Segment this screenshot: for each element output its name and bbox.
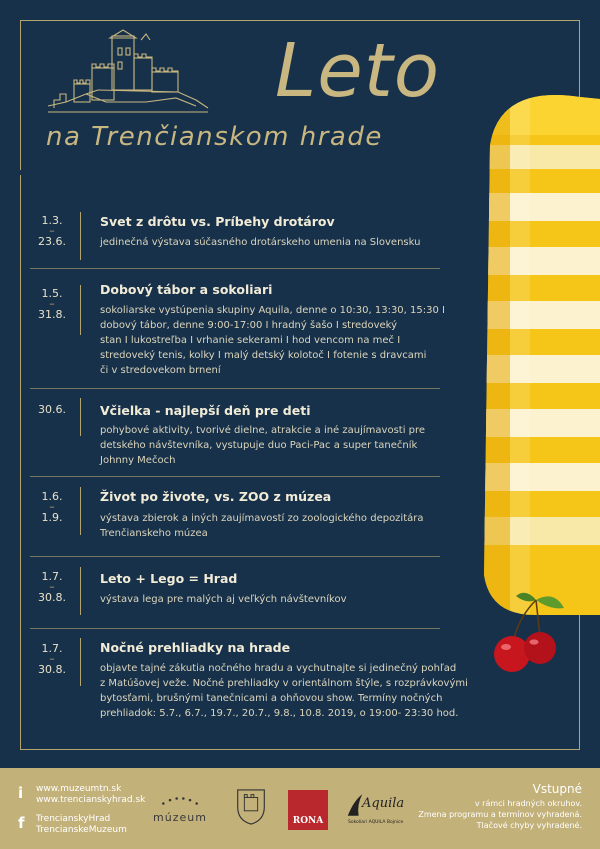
event-1-date-from: 1.3. <box>41 214 63 227</box>
event-divider <box>30 388 440 389</box>
page-title: Leto <box>275 28 441 114</box>
museum-logo <box>145 792 215 824</box>
event-3-description <box>100 423 470 468</box>
date-dash: – <box>49 224 55 237</box>
date-dash: – <box>49 652 55 665</box>
popsicle-illustration <box>460 55 600 615</box>
fb-muzeum[interactable]: TrencianskeMuzeum <box>36 825 127 835</box>
event-4-date-from: 1.6. <box>41 490 63 503</box>
description-line: Trenčianskeho múzea <box>100 528 208 539</box>
event-3-title: Včielka - najlepší deň pre deti <box>100 403 311 418</box>
event-1-description: jedinečná výstava súčasného drotárskeho umenia na Slovensku <box>100 237 421 248</box>
event-1-date <box>32 214 72 248</box>
event-2-line <box>80 285 81 335</box>
dots-icon <box>155 795 205 807</box>
aquila-logo-text: Aquila <box>362 796 405 811</box>
fb-hrad[interactable]: TrencianskyHrad <box>36 814 111 824</box>
link-hrad[interactable]: www.trencianskyhrad.sk <box>36 795 146 805</box>
event-2-title: Dobový tábor a sokoliari <box>100 282 273 297</box>
event-4-description <box>100 511 470 541</box>
date-dash: – <box>49 580 55 593</box>
description-line: sokoliarske vystúpenia skupiny Aquila, denne o 10:30, 13:30, 15:30 I <box>100 305 445 316</box>
facebook-icon: f <box>18 814 25 832</box>
event-divider <box>30 476 440 477</box>
event-6-date-from: 1.7. <box>41 642 63 655</box>
description-line: z Matúšovej veže. Nočné prehliadky v orientálnom štýle, s rozprávkovými <box>100 678 468 689</box>
event-divider <box>30 628 440 629</box>
entry-line: Tlačové chyby vyhradené. <box>476 821 582 830</box>
event-5-description: výstava lega pre malých aj veľkých návštevníkov <box>100 594 347 605</box>
description-line: stredoveký tenis, kolky I malý detský kolotoč I fotenie s dravcami <box>100 350 427 361</box>
event-3-date <box>32 403 72 416</box>
event-1-line <box>80 212 81 260</box>
entry-line: v rámci hradných okruhov. <box>474 799 582 808</box>
event-divider <box>30 268 440 269</box>
date-dash: – <box>49 500 55 513</box>
event-2-date <box>32 287 72 321</box>
event-6-date <box>32 642 72 676</box>
event-6-title: Nočné prehliadky na hrade <box>100 640 291 655</box>
event-5-date-from: 1.7. <box>41 570 63 583</box>
description-line: prehliadok: 5.7., 6.7., 19.7., 20.7., 9.8., 10.8. 2019, o 19:00- 23:30 hod. <box>100 708 459 719</box>
event-5-title: Leto + Lego = Hrad <box>100 571 238 586</box>
event-4-title: Život po živote, vs. ZOO z múzea <box>100 489 332 504</box>
event-5-line <box>80 567 81 615</box>
entry-title: Vstupné <box>532 782 582 796</box>
footer-web-links <box>36 784 145 806</box>
event-5-date-to: 30.8. <box>38 591 66 604</box>
description-line: stan I lukostreľba I vrhanie sekerami I hod vencom na meč I <box>100 335 401 346</box>
description-line: pohybové aktivity, tvorivé dielne, atrakcie a iné zaujímavosti pre <box>100 425 426 436</box>
coat-of-arms-icon <box>232 786 270 828</box>
page-subtitle: na Trenčianskom hrade <box>46 122 383 152</box>
castle-illustration <box>46 28 211 118</box>
description-line: dobový tábor, denne 9:00-17:00 I hradný šašo I stredoveký <box>100 320 398 331</box>
event-6-description <box>100 661 470 721</box>
entry-info <box>418 782 582 831</box>
event-4-date <box>32 490 72 524</box>
description-line: výstava zbierok a iných zaujímavostí zo zoologického depozitára <box>100 513 424 524</box>
info-icon: i <box>18 784 24 802</box>
aquila-tagline: Sokoliari AQUILA Bojnice <box>348 820 404 825</box>
rona-logo <box>288 790 328 830</box>
description-line: Johnny Mečoch <box>100 455 176 466</box>
event-divider <box>30 556 440 557</box>
rona-logo-text: RONA <box>292 816 324 826</box>
cherry-icon <box>486 588 566 678</box>
footer-facebook-links <box>36 814 127 836</box>
event-2-date-to: 31.8. <box>38 308 66 321</box>
description-line: bytosťami, brušnými tanečnicami a ohňovou show. Termíny nočných <box>100 693 443 704</box>
event-4-date-to: 1.9. <box>41 511 63 524</box>
link-muzeum[interactable]: www.muzeumtn.sk <box>36 784 122 794</box>
event-1-date-to: 23.6. <box>38 235 66 248</box>
event-2-date-from: 1.5. <box>41 287 63 300</box>
date-dash: – <box>49 297 55 310</box>
event-2-description <box>100 303 470 378</box>
event-5-date <box>32 570 72 604</box>
description-line: objavte tajné zákutia nočného hradu a vychutnajte si jedinečný pohľad <box>100 663 457 674</box>
museum-logo-text: múzeum <box>153 811 207 824</box>
event-4-line <box>80 487 81 535</box>
event-6-line <box>80 638 81 686</box>
event-6-date-to: 30.8. <box>38 663 66 676</box>
event-3-date-from: 30.6. <box>38 403 66 416</box>
event-1-title: Svet z drôtu vs. Príbehy drotárov <box>100 214 335 229</box>
event-3-line <box>80 398 81 436</box>
description-line: či v stredovekom brnení <box>100 365 221 376</box>
entry-line: Zmena programu a termínov vyhradená. <box>418 810 582 819</box>
aquila-logo <box>344 790 410 830</box>
description-line: detského návštevníka, vystupuje duo Paci-Pac a super tanečník <box>100 440 418 451</box>
